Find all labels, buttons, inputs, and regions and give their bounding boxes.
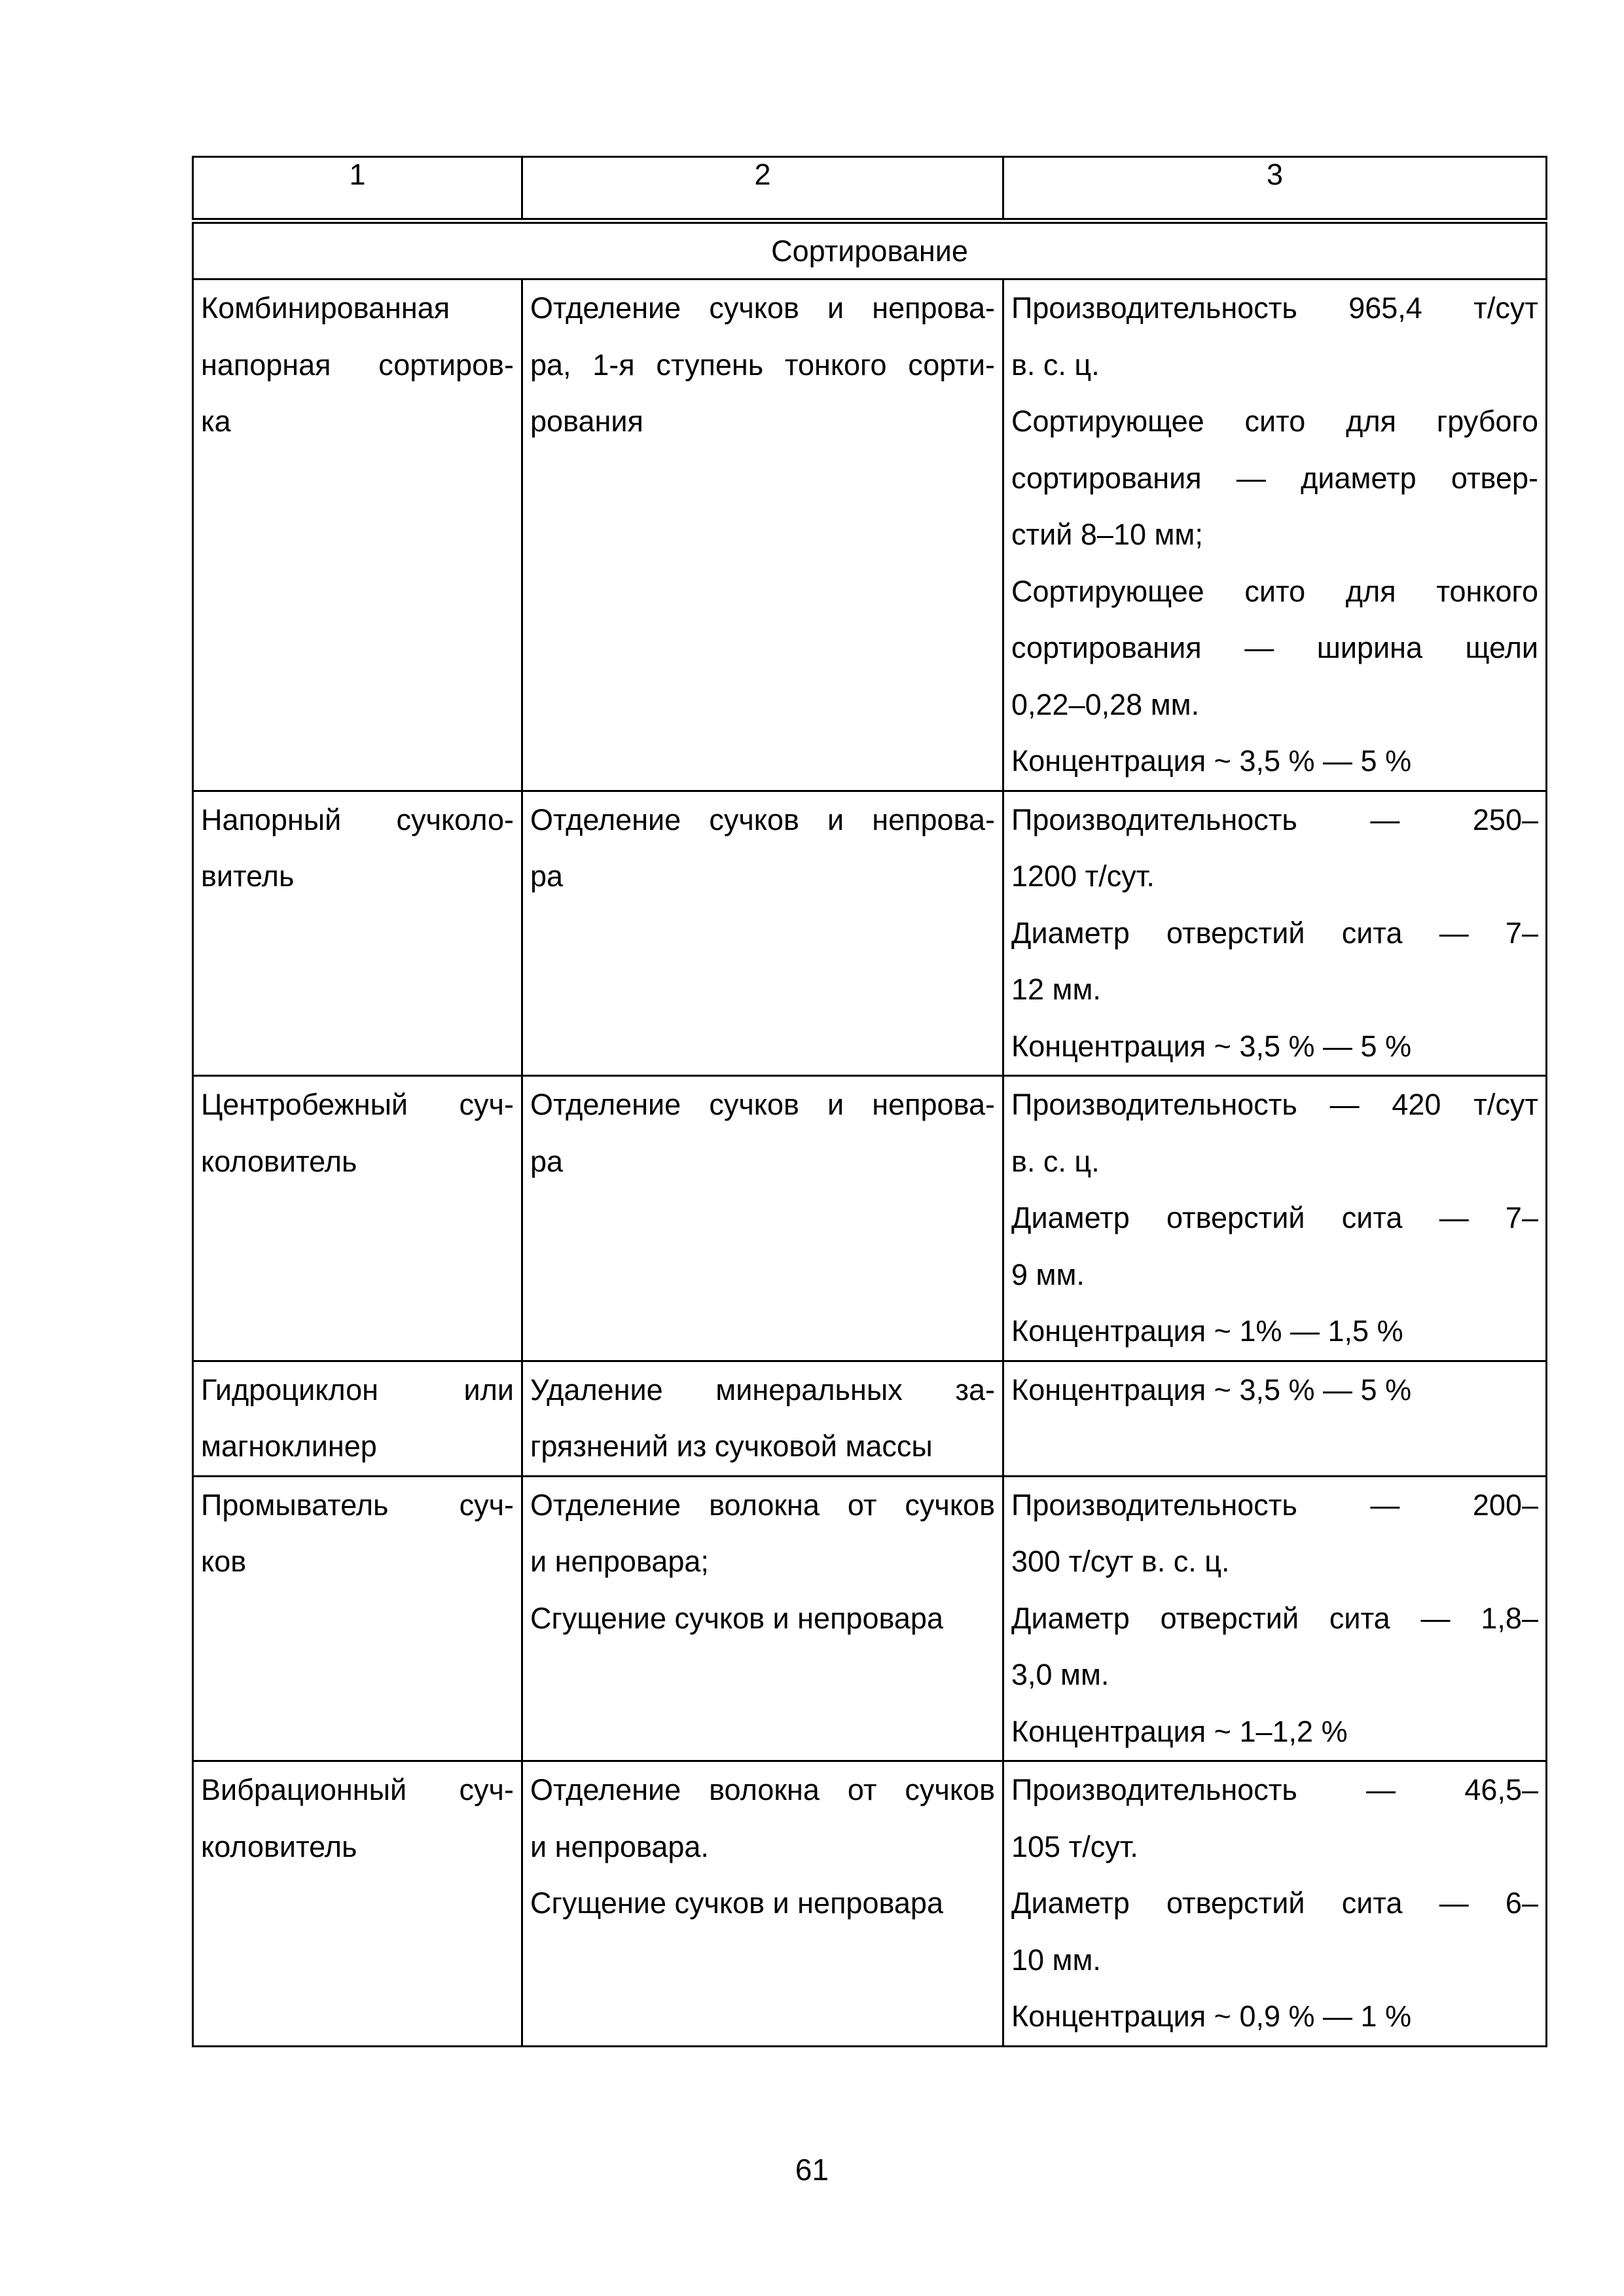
cell-line: Сгущение сучков и непровара [530,1886,943,1920]
cell-line: напорная сортиров- [201,348,514,382]
cell-line: Концентрация ~ 1% — 1,5 % [1011,1314,1403,1348]
cell-line: ков [201,1545,247,1578]
cell-line: Концентрация ~ 3,5 % — 5 % [1011,1029,1412,1063]
purpose-cell [522,1476,1003,1761]
cell-line: рования [530,404,643,438]
cell-line: Концентрация ~ 1–1,2 % [1011,1714,1348,1748]
cell-line: Отделение волокна от сучков [530,1488,995,1522]
cell-line: Производительность — 250– [1011,802,1538,836]
equipment-name-cell [193,1361,522,1476]
cell-line: ра [530,859,564,893]
cell-line: Промыватель суч- [201,1488,514,1522]
cell-line: Концентрация ~ 0,9 % — 1 % [1011,2000,1412,2033]
specs-cell [1003,791,1547,1076]
equipment-name-cell [193,1476,522,1761]
specs-cell [1003,1361,1547,1476]
table-row [193,1761,1547,2047]
purpose-cell [522,1076,1003,1361]
cell-line: Отделение сучков и непрова- [530,1088,995,1121]
cell-line: в. с. ц. [1011,348,1100,382]
cell-line: в. с. ц. [1011,1144,1100,1178]
cell-line: сортирования — диаметр отвер- [1011,461,1538,495]
column-number-2: 2 [522,157,1003,221]
page-number: 61 [795,2153,829,2187]
cell-line: Отделение сучков и непрова- [530,291,995,325]
cell-line: Диаметр отверстий сита — 7– [1011,1201,1538,1234]
column-number-3: 3 [1003,157,1547,221]
equipment-name-cell [193,1761,522,2047]
cell-line: Гидроциклон или [201,1372,514,1407]
specs-cell [1003,1761,1547,2047]
cell-line: Сгущение сучков и непровара [530,1601,943,1635]
equipment-table [192,156,1547,2047]
table-row [193,791,1547,1076]
column-number-row [193,157,1547,221]
cell-line: 105 т/сут. [1011,1829,1138,1863]
cell-line: коловитель [201,1829,357,1863]
table-row [193,279,1547,791]
cell-line: Напорный сучколо- [201,802,514,836]
cell-line: магноклинер [201,1429,377,1463]
cell-line: Диаметр отверстий сита — 7– [1011,916,1538,950]
cell-line: сортирования — ширина щели [1011,631,1538,664]
table-row [193,1476,1547,1761]
equipment-name-cell [193,791,522,1076]
cell-line: Производительность 965,4 т/сут [1011,291,1538,325]
cell-line: Отделение сучков и непрова- [530,802,995,836]
specs-cell [1003,1076,1547,1361]
cell-line: грязнений из сучковой массы [530,1429,933,1463]
cell-line: Производительность — 420 т/сут [1011,1088,1538,1121]
cell-line: 10 мм. [1011,1943,1101,1977]
cell-line: коловитель [201,1144,357,1178]
purpose-cell [522,1361,1003,1476]
specs-cell [1003,279,1547,791]
cell-line: Вибрационный суч- [201,1773,514,1806]
purpose-cell [522,1761,1003,2047]
cell-line: и непровара. [530,1829,709,1863]
cell-line: Комбинированная [201,291,450,325]
cell-line: Производительность — 46,5– [1011,1773,1538,1806]
cell-line: витель [201,859,295,893]
cell-line: стий 8–10 мм; [1011,518,1203,551]
cell-line: Концентрация ~ 3,5 % — 5 % [1011,744,1412,778]
cell-line: 0,22–0,28 мм. [1011,687,1200,721]
section-title: Сортирование [193,221,1547,279]
cell-line: и непровара; [530,1545,709,1578]
cell-line: 9 мм. [1011,1257,1085,1291]
cell-line: Отделение волокна от сучков [530,1773,995,1806]
cell-line: ра, 1-я ступень тонкого сорти- [530,348,995,382]
equipment-name-cell [193,1076,522,1361]
table-row [193,1361,1547,1476]
table-row [193,1076,1547,1361]
cell-line: Сортирующее сито для тонкого [1011,574,1538,608]
cell-line: Производительность — 200– [1011,1488,1538,1522]
section-row [193,221,1547,279]
column-number-1: 1 [193,157,522,221]
cell-line: Диаметр отверстий сита — 1,8– [1011,1601,1538,1635]
cell-line: Концентрация ~ 3,5 % — 5 % [1011,1372,1412,1407]
cell-line: Удаление минеральных за- [530,1372,995,1407]
cell-line: ка [201,404,231,438]
specs-cell [1003,1476,1547,1761]
cell-line: Сортирующее сито для грубого [1011,404,1538,438]
equipment-name-cell [193,279,522,791]
cell-line: 1200 т/сут. [1011,859,1155,893]
cell-line: 3,0 мм. [1011,1658,1110,1691]
cell-line: 300 т/сут в. с. ц. [1011,1545,1230,1578]
cell-line: ра [530,1144,564,1178]
purpose-cell [522,279,1003,791]
cell-line: 12 мм. [1011,973,1101,1006]
cell-line: Центробежный суч- [201,1088,514,1121]
cell-line: Диаметр отверстий сита — 6– [1011,1886,1538,1920]
purpose-cell [522,791,1003,1076]
